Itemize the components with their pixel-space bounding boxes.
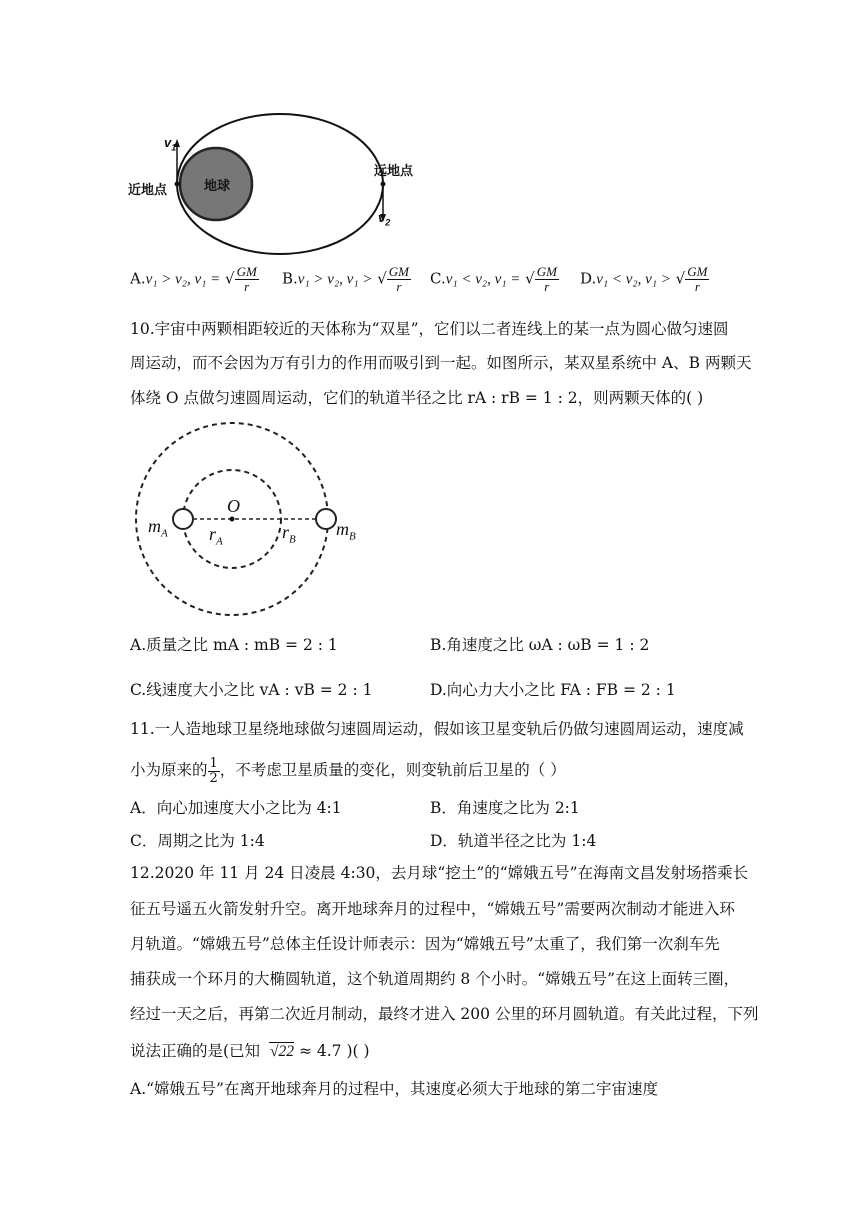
v2-label: $v_2$ <box>378 210 391 228</box>
q12-line-6: 说法正确的是(已知 √22 ≈ 4.7 )( ) <box>130 1042 370 1060</box>
label-o: O <box>227 496 240 516</box>
q10-option-b: B.角速度之比 ωA : ωB = 1 : 2 <box>430 636 650 654</box>
q10-option-c: C.线速度大小之比 vA : vB = 2 : 1 <box>130 681 373 699</box>
v1-label: $v_1$ <box>164 135 177 153</box>
q11-option-a: A．向心加速度大小之比为 4:1 <box>130 799 342 817</box>
q11-option-d: D．轨道半径之比为 1:4 <box>430 832 597 850</box>
apogee-label: 远地点 <box>374 163 414 178</box>
q10-option-d: D.向心力大小之比 FA : FB = 2 : 1 <box>430 681 676 699</box>
label-ma: $m_A$ <box>148 516 168 540</box>
q12-line-2: 征五号遥五火箭发射升空。离开地球奔月的过程中，“嫦娥五号”需要两次制动才能进入环 <box>130 900 735 918</box>
center-o <box>230 517 235 522</box>
q10-line-2: 周运动，而不会因为万有引力的作用而吸引到一起。如图所示，某双星系统中 A、B 两颗天 <box>130 354 752 372</box>
q11-option-c: C．周期之比为 1:4 <box>130 832 265 850</box>
q10-line-3: 体绕 O 点做匀速圆周运动，它们的轨道半径之比 rA : rB = 1 : 2，则两颗天体的( ) <box>130 389 704 407</box>
q10-option-a: A.质量之比 mA : mB = 2 : 1 <box>130 636 338 654</box>
q12-line-4: 捕获成一个环月的大椭圆轨道，这个轨道周期约 8 个小时。“嫦娥五号”在这上面转三圈， <box>130 970 740 988</box>
q11-option-b: B．角速度之比为 2:1 <box>430 799 580 817</box>
perigee-label: 近地点 <box>128 182 168 197</box>
q11-line-2: 小为原来的 $\frac{1}{2}$ ，不考虑卫星质量的变化，则变轨前后卫星的（ ） <box>130 755 566 786</box>
label-mb: $m_B$ <box>336 519 356 543</box>
star-a <box>173 509 193 529</box>
q11-line-1: 11.一人造地球卫星绕地球做匀速圆周运动，假如该卫星变轨后仍做匀速圆周运动，速度减 <box>130 720 744 738</box>
q9-option-c: C.v₁ < v₂, v₁ = √ $\frac{GM}{r}$ <box>430 264 557 294</box>
q12-option-a: A.“嫦娥五号”在离开地球奔月的过程中，其速度必须大于地球的第二宇宙速度 <box>130 1080 658 1098</box>
earth-label: 地球 <box>204 178 231 193</box>
star-b <box>316 509 336 529</box>
q11-fraction: $\frac{1}{2}$ <box>209 755 218 786</box>
label-rb: $r_B$ <box>282 522 296 546</box>
q12-line-1: 12.2020 年 11 月 24 日凌晨 4:30，去月球“挖土”的“嫦娥五号”在海南文昌发射场搭乘长 <box>130 864 749 882</box>
q9-option-b: B.v₁ > v₂, v₁ > √ $\frac{GM}{r}$ <box>282 264 409 294</box>
q9-option-d: D.v₁ < v₂, v₁ > √ $\frac{GM}{r}$ <box>580 264 708 294</box>
q9-option-a: A.v₁ > v₂, v₁ = √ $\frac{GM}{r}$ <box>130 264 257 294</box>
label-ra: $r_A$ <box>209 524 223 548</box>
q10-line-1: 10.宇宙中两颗相距较近的天体称为“双星”，它们以二者连线上的某一点为圆心做匀速圆 <box>130 320 729 338</box>
q12-line-3: 月轨道。“嫦娥五号”总体主任设计师表示：因为“嫦娥五号”太重了，我们第一次刹车先 <box>130 935 720 953</box>
q12-line-5: 经过一天之后，再第二次近月制动，最终才进入 200 公里的环月圆轨道。有关此过程，下列 <box>130 1005 759 1023</box>
